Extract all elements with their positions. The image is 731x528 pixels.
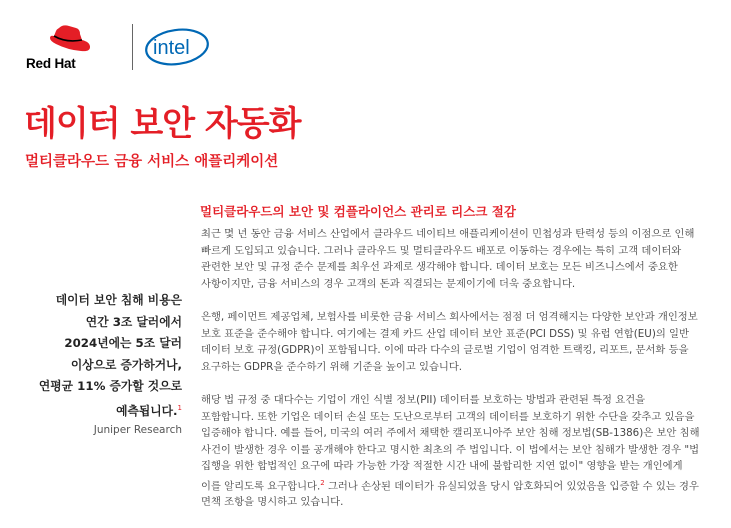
page-subtitle: 멀티클라우드 금융 서비스 애플리케이션	[25, 154, 279, 170]
para2-line: 요구하는 GDPR을 준수하기 위해 기준을 높이고 있습니다.	[201, 360, 463, 373]
intel-logo	[144, 26, 210, 66]
callout-line: 예측됩니다.	[116, 403, 178, 418]
para2-line: 데이터 보호 규정(GDPR)이 포함됩니다. 이에 따라 다수의 글로벌 기업이 엄격한 트랙킹, 리포트, 문서화 등을	[201, 344, 689, 356]
para3-line: 입증해야 합니다. 예를 들어, 미국의 여러 주에서 채택한 캘리포니아주 보안 침해 정보법(SB-1386)은 보안 침해	[201, 427, 700, 439]
callout-line: 이상으로 증가하거나,	[70, 357, 182, 372]
callout-text	[30, 290, 182, 422]
paragraph-1	[201, 226, 721, 292]
redhat-hat-icon	[46, 24, 92, 54]
para3-line: 이를 알리도록 요구합니다.	[201, 479, 321, 492]
para1-line: 빠르게 도입되고 있습니다. 그러나 클라우드 및 멀티클라우드 배포로 이동하는 경우에는 특히 고객 데이터와	[201, 244, 682, 257]
logo-divider	[132, 24, 133, 70]
page-title: 데이터 보안 자동화	[24, 104, 301, 144]
para3-line: 그러나 손상된 데이터가 유실되었을 당시 암호화되어 있었음을 입증할 수 있는 경우	[324, 479, 699, 492]
callout-line: 데이터 보안 침해 비용은	[55, 293, 182, 307]
callout-line: 연간 3조 달러에서	[85, 314, 182, 329]
body-column	[201, 226, 721, 528]
section-heading: 멀티클라우드의 보안 및 컴플라이언스 관리로 리스크 절감	[200, 204, 516, 219]
para1-line: 최근 몇 년 동안 금융 서비스 산업에서 클라우드 네이티브 애플리케이션이 민첩성과 탄력성 등의 이점으로 인해	[201, 228, 695, 240]
footnote-marker: 1	[177, 403, 182, 412]
para3-line: 해당 법 규정 중 대다수는 기업이 개인 식별 정보(PII) 데이터를 보호하는 방법과 관련된 특정 요건을	[201, 394, 646, 406]
redhat-wordmark: Red Hat	[26, 56, 76, 71]
para3-line: 집행을 위한 합법적인 요구에 따라 가능한 가장 적절한 시간 내에 불합리한 지연 없이" 영향을 받는 개인에게	[201, 460, 683, 472]
para1-line: 사항이지만, 금융 서비스의 경우 고객의 돈과 직결되는 문제이기에 더욱 중요합니다.	[201, 277, 576, 290]
para3-line: 포함합니다. 또한 기업은 데이터 손실 또는 도난으로부터 고객의 데이터를 보호하기 위한 수단을 갖추고 있음을	[201, 410, 695, 423]
callout-line: 2024년에는 5조 달러	[64, 336, 182, 350]
para2-line: 보호 표준을 준수해야 합니다. 여기에는 결제 카드 산업 데이터 보안 표준(PCI DSS) 및 유럽 연합(EU)의 일반	[201, 327, 689, 340]
para3-line: 면책 조항을 명시하고 있습니다.	[201, 496, 344, 509]
intel-wordmark: intel	[153, 37, 190, 59]
paragraph-2	[201, 309, 721, 375]
para2-line: 은행, 페이먼트 제공업체, 보험사를 비롯한 금융 서비스 회사에서는 점점 더 엄격해지는 다양한 보안과 개인정보	[201, 311, 698, 323]
stat-callout	[30, 290, 182, 436]
callout-line: 연평균 11% 증가할 것으로	[38, 379, 182, 393]
footnote-marker: 2	[320, 478, 325, 487]
paragraph-3	[201, 392, 721, 511]
logo-bar	[24, 18, 224, 74]
para1-line: 관련한 보안 및 규정 준수 문제를 최우선 과제로 생각해야 합니다. 데이터 보호는 모든 비즈니스에서 중요한	[201, 261, 678, 273]
redhat-logo	[24, 18, 114, 74]
para3-line: 사건이 발생한 경우 이를 공개해야 한다고 명시한 최초의 주 법입니다. 이 법에서는 보안 침해가 발생한 경우 "법	[201, 443, 700, 456]
callout-source: Juniper Research	[93, 423, 182, 436]
